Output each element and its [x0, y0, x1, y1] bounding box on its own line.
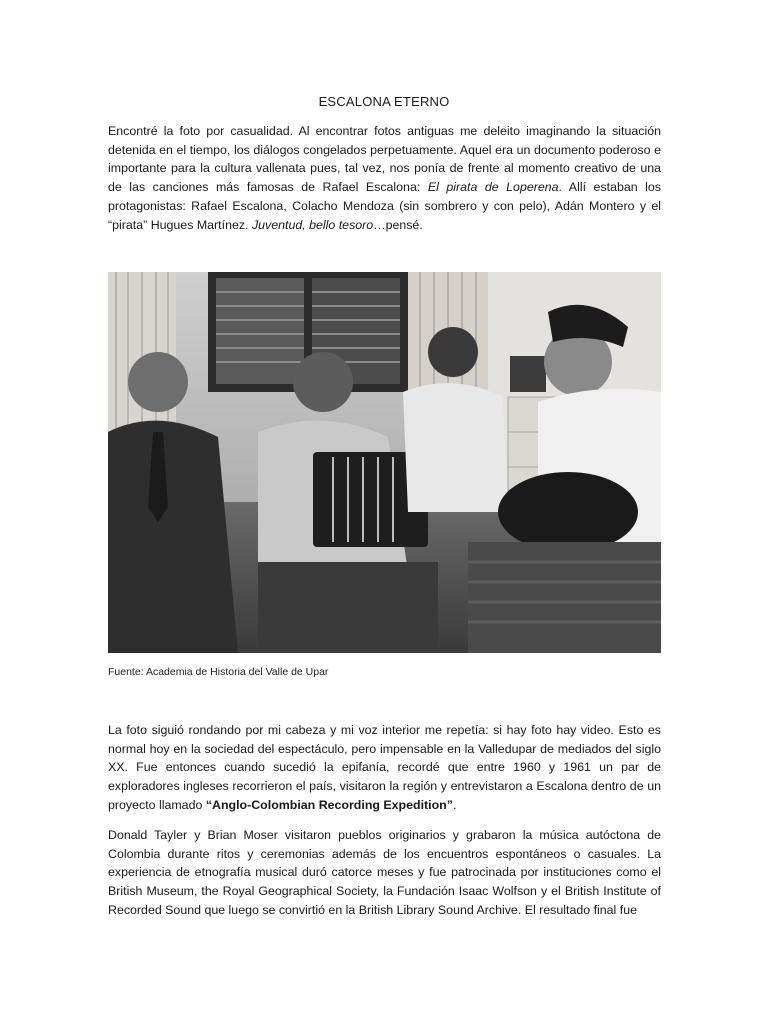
paragraph-expedition-text-1: La foto siguió rondando por mi cabeza y mi voz interior me repetía: si hay foto hay video. Esto es normal hoy en la sociedad del espectáculo, pero impensable en la Valledupar de mediados del siglo XX. Fue entonces cuando sucedió la epifanía, recordé que entre 1960 y 1961 un par de exploradores ingleses recorrieron el país, visitaron la región y entrevistaron a Escalona dentro de un proyecto llamado — [108, 723, 661, 812]
song-quote: Juventud, bello tesoro — [251, 217, 374, 232]
paragraph-intro-text-1: Encontré la foto por casualidad. Al encontrar fotos antiguas me deleito imaginando la situación detenida en el tiempo, los diálogos congelados perpetuamente. Aquel era un documento poderoso e importante para la cultura vallenata pues, tal vez, nos ponía de frente al momento creativo de una de las canciones más famosas de Rafael Escalona: — [108, 124, 661, 195]
paragraph-expedition-text-2: . — [452, 797, 457, 812]
historical-photo — [108, 272, 661, 653]
photo-illustration — [108, 272, 661, 653]
paragraph-explorers: Donald Tayler y Brian Moser visitaron pueblos originarios y grabaron la música autóctona de Colombia durante ritos y ceremonias además de los encuentros espontáneos o casuales. La experiencia de etnografía musical duró catorce meses y fue patrocinada por instituciones como el British Museum, the Royal Geographical Society, la Fundación Isaac Wolfson y el British Institute of Recorded Sound que luego se convirtió en la British Library Sound Archive. El resultado final fue — [108, 828, 661, 917]
song-title: El pirata de Loperena — [427, 180, 559, 195]
paragraph-intro — [108, 122, 661, 234]
paragraph-intro-text-3: …pensé. — [373, 217, 423, 232]
expedition-name: “Anglo-Colombian Recording Expedition” — [205, 797, 453, 812]
paragraph-intro-text-2: . Allí estaban los protagonistas: Rafael Escalona, Colacho Mendoza (sin sombrero y con pelo), Adán Montero y el “pirata” Hugues Martínez. — [108, 180, 661, 232]
paragraph-expedition — [108, 721, 661, 815]
photo-caption: Fuente: Academia de Historia del Valle de Upar — [108, 666, 329, 678]
document-title: ESCALONA ETERNO — [318, 94, 450, 109]
